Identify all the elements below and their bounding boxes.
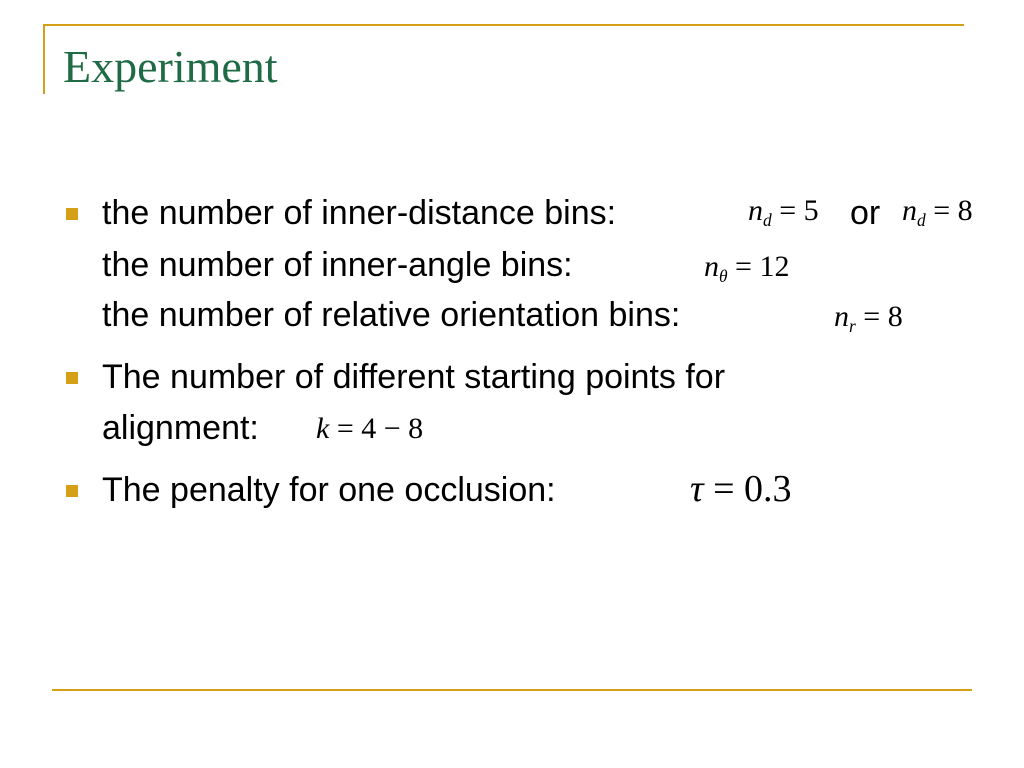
formula-rhs: = 5 — [779, 194, 819, 227]
line-relative-orientation-text: the number of relative orientation bins: — [102, 296, 681, 334]
formula-var: n — [902, 194, 917, 227]
line-penalty-text: The penalty for one occlusion: — [102, 471, 556, 509]
formula-sub: θ — [719, 266, 728, 287]
formula-rhs: = 4 − 8 — [336, 412, 424, 445]
bullet-marker — [66, 208, 78, 220]
bullet-marker — [66, 485, 78, 497]
formula-rhs: = 12 — [735, 250, 790, 283]
slide-title: Experiment — [63, 41, 278, 92]
formula-sub: d — [917, 210, 926, 231]
formula-rhs: = 0.3 — [713, 468, 792, 510]
formula-ntheta-12 — [704, 250, 790, 287]
formula-var: k — [316, 412, 330, 445]
formula-var: n — [748, 194, 763, 227]
formula-nd-5 — [748, 194, 819, 231]
formula-nr-8 — [834, 300, 903, 337]
line-inner-angle-text: the number of inner-angle bins: — [102, 246, 573, 284]
formula-var: n — [704, 250, 719, 283]
formula-rhs: = 8 — [863, 300, 903, 333]
line-alignment-text: alignment: — [102, 409, 259, 447]
formula-var: τ — [690, 468, 704, 510]
line-starting-points-text: The number of different starting points for — [102, 358, 726, 396]
formula-sub: d — [763, 210, 772, 231]
bullet-marker — [66, 372, 78, 384]
formula-rhs: = 8 — [933, 194, 973, 227]
formula-sub: r — [849, 316, 856, 337]
line-inner-distance-text: the number of inner-distance bins: — [102, 194, 617, 232]
formula-nd-8 — [902, 194, 973, 231]
formula-k-range — [316, 414, 423, 444]
formula-var: n — [834, 300, 849, 333]
joiner-or: or — [850, 194, 881, 232]
formula-tau — [690, 470, 792, 508]
